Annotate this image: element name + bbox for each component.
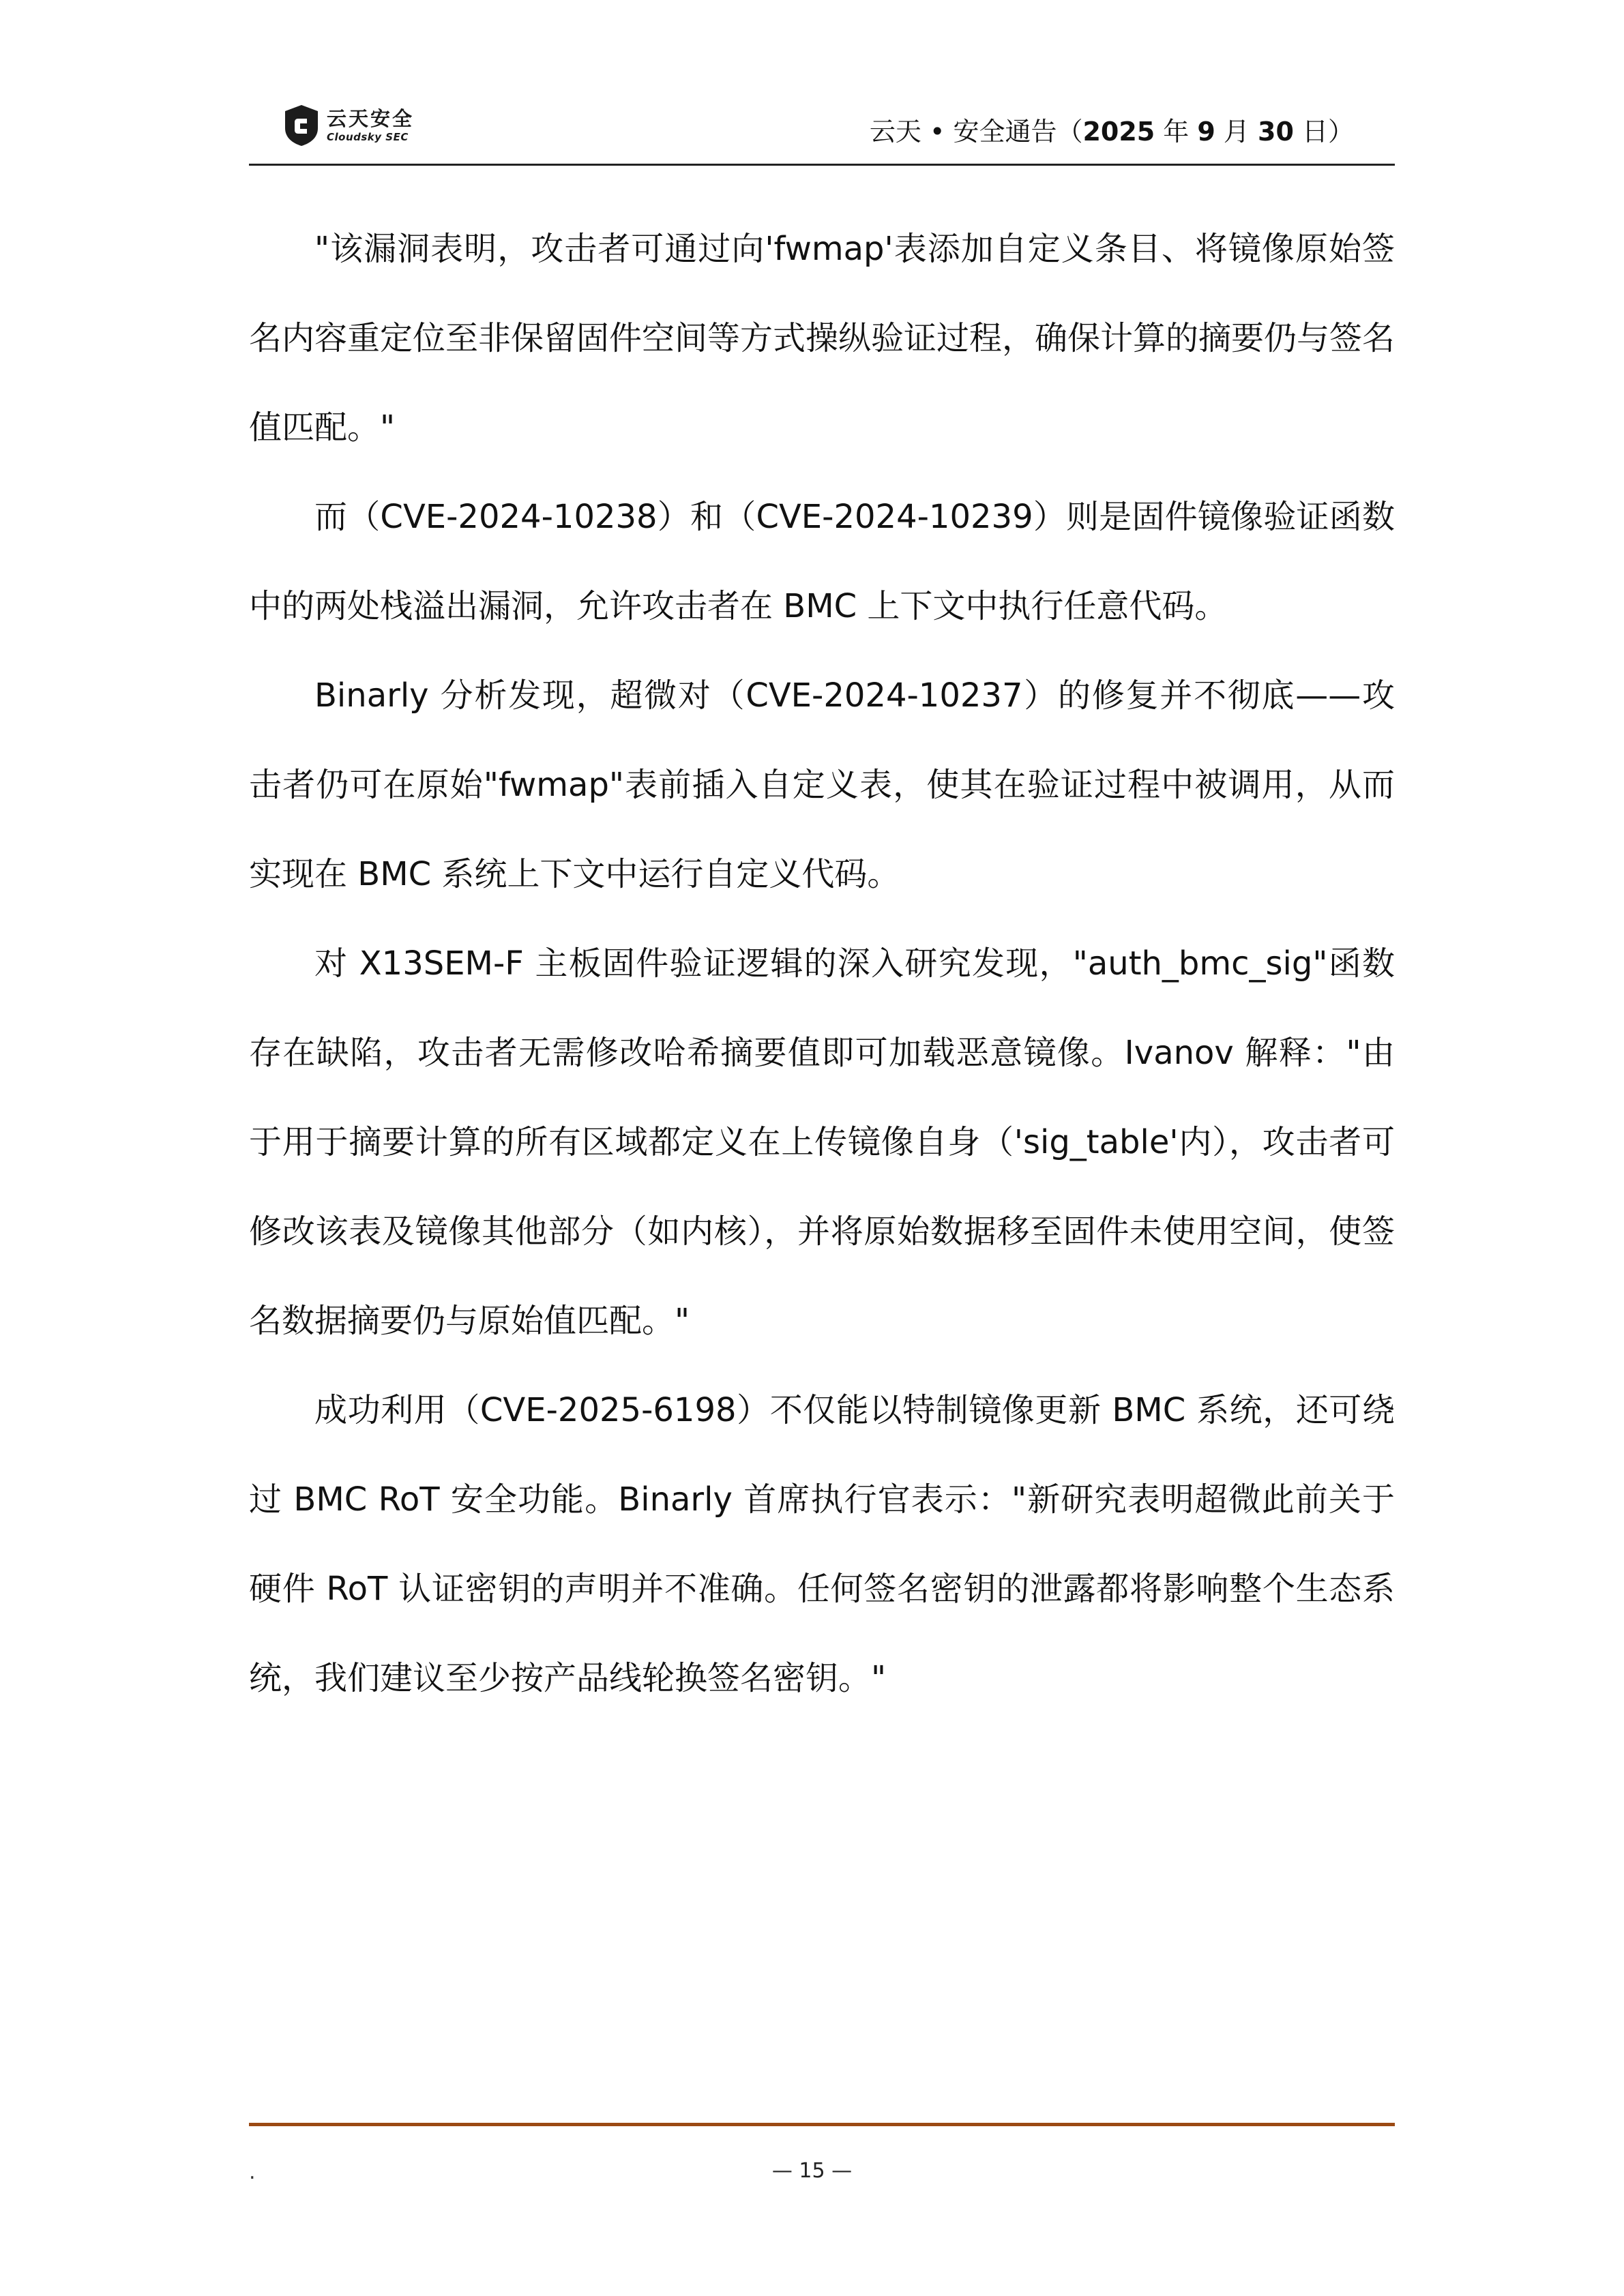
title-month: 9 <box>1197 117 1215 147</box>
paragraph: "该漏洞表明，攻击者可通过向'fwmap'表添加自定义条目、将镜像原始签名内容重定位至非保留固件空间等方式操纵验证过程，确保计算的摘要仍与签名值匹配。" <box>249 230 1396 447</box>
paragraph: 对 X13SEM-F 主板固件验证逻辑的深入研究发现，"auth_bmc_sig"函数存在缺陷，攻击者无需修改哈希摘要值即可加载恶意镜像。Ivanov 解释："由于用于摘要计算的所有区域都定义在上传镜像自身（'sig_table'内），攻击者可修改该表及镜像其他部分（如内核），并将原始数据移至固件未使用空间，使签名数据摘要仍与原始值匹配。" <box>249 944 1395 1340</box>
logo-chinese-name: 云天安全 <box>327 107 415 130</box>
title-year-suffix: 年 <box>1155 117 1198 147</box>
header-divider <box>249 164 1395 166</box>
article-body <box>249 205 1395 1723</box>
title-day: 30 <box>1258 117 1294 147</box>
shield-logo-icon <box>283 104 320 147</box>
paragraph: Binarly 分析发现，超微对（CVE-2024-10237）的修复并不彻底——攻击者仍可在原始"fwmap"表前插入自定义表，使其在验证过程中被调用，从而实现在 BMC 系统上下文中运行自定义代码。 <box>249 676 1395 893</box>
page-number: — 15 — <box>771 2159 853 2183</box>
bulletin-title <box>870 116 1354 147</box>
logo-english-name: Cloudsky SEC <box>327 131 409 143</box>
page-header <box>249 95 1395 164</box>
paragraph: 而（CVE-2024-10238）和（CVE-2024-10239）则是固件镜像验证函数中的两处栈溢出漏洞，允许攻击者在 BMC 上下文中执行任意代码。 <box>249 498 1395 625</box>
company-logo <box>283 101 414 150</box>
title-year: 2025 <box>1082 117 1155 147</box>
footer-dot: . <box>249 2160 256 2184</box>
title-day-suffix: 日） <box>1293 117 1354 147</box>
title-month-suffix: 月 <box>1215 117 1258 147</box>
title-prefix: 云天 • 安全通告（ <box>869 117 1083 147</box>
footer-divider <box>249 2123 1395 2126</box>
paragraph: 成功利用（CVE-2025-6198）不仅能以特制镜像更新 BMC 系统，还可绕过 BMC RoT 安全功能。Binarly 首席执行官表示："新研究表明超微此前关于硬件 RoT 认证密钥的声明并不准确。任何签名密钥的泄露都将影响整个生态系统，我们建议至少按产品线轮换签名密钥。" <box>249 1391 1395 1697</box>
